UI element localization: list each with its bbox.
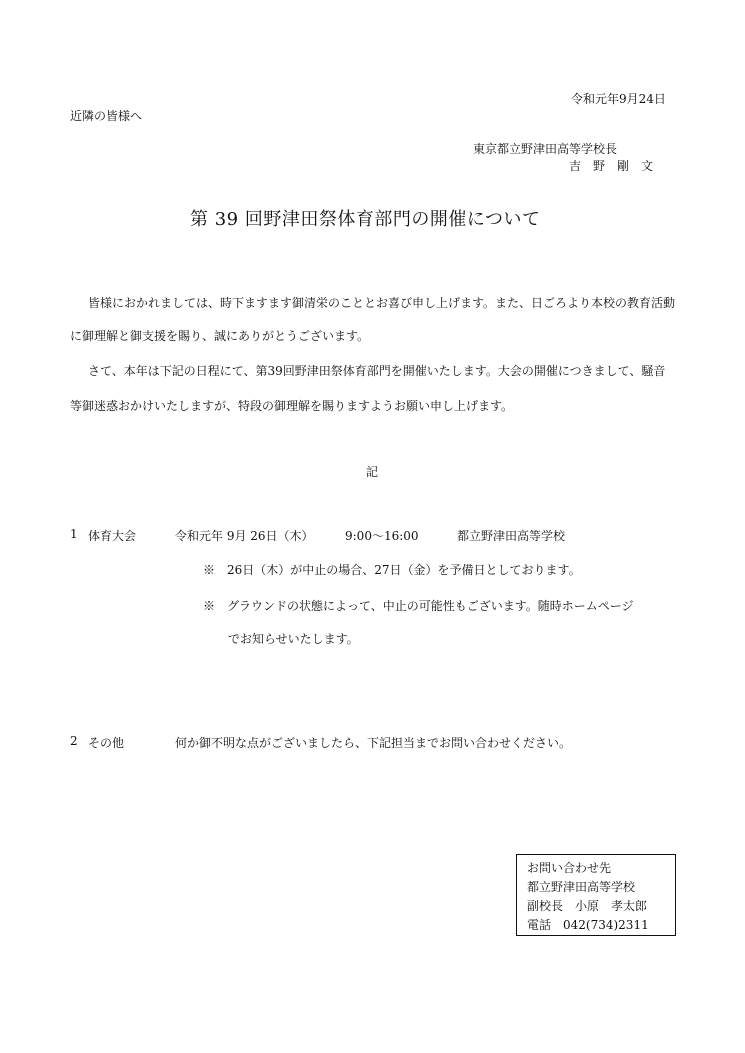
item-1-note-1: ※ 26日（木）が中止の場合、27日（金）を予備日としております。 (203, 563, 581, 577)
letter-date: 令和元年9月24日 (571, 92, 666, 106)
item-2-label: その他 (88, 736, 125, 750)
ki-heading: 記 (366, 465, 379, 479)
document-title: 第 39 回野津田祭体育部門の開催について (190, 209, 541, 230)
sender-organization: 東京都立野津田高等学校長 (473, 142, 618, 156)
paragraph-1-line-2: に御理解と御支援を賜り、誠にありがとうございます。 (70, 329, 370, 343)
item-1-place: 都立野津田高等学校 (457, 529, 566, 543)
contact-box (516, 854, 676, 936)
contact-heading: お問い合わせ先 (527, 861, 612, 875)
paragraph-2-line-2: 等御迷惑おかけいたしますが、特段の御理解を賜りますようお願い申し上げます。 (70, 399, 514, 413)
sender-name: 吉 野 剛 文 (569, 159, 654, 173)
paragraph-1-line-1: 皆様におかれましては、時下ますます御清栄のこととお喜び申し上げます。また、日ごろより本校の教育活動 (88, 296, 676, 310)
item-1-label: 体育大会 (88, 529, 137, 543)
item-1-time: 9:00～16:00 (345, 529, 419, 543)
item-1-note-2-line-1: ※ グラウンドの状態によって、中止の可能性もございます。随時ホームページ (203, 599, 634, 613)
item-1-note-2-line-2: でお知らせいたします。 (228, 632, 359, 646)
item-1-date: 令和元年 9月 26日（木） (175, 529, 314, 543)
paragraph-2-line-1: さて、本年は下記の日程にて、第39回野津田祭体育部門を開催いたします。大会の開催につきまして、騒音 (88, 364, 666, 378)
contact-phone: 電話 042(734)2311 (527, 918, 649, 932)
contact-school: 都立野津田高等学校 (527, 880, 636, 894)
item-2-text: 何か御不明な点がございましたら、下記担当までお問い合わせください。 (175, 736, 572, 750)
recipient: 近隣の皆様へ (70, 109, 143, 123)
item-1-number: 1 (70, 527, 78, 541)
item-2-number: 2 (70, 734, 78, 748)
contact-person: 副校長 小原 孝太郎 (527, 899, 648, 913)
